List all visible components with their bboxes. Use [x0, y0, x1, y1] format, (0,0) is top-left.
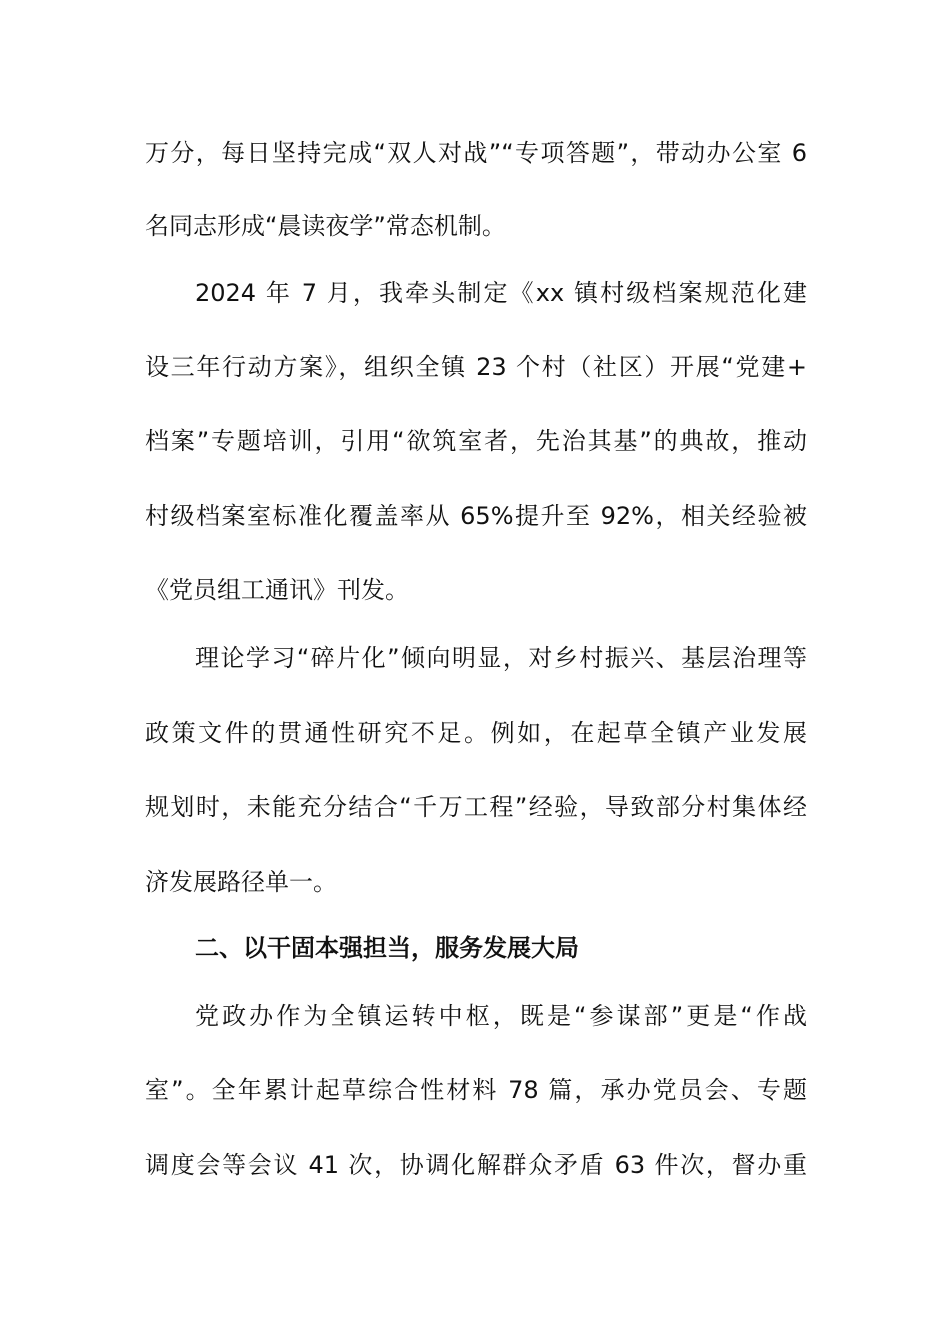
text-line-6: 村级档案室标准化覆盖率从 65%提升至 92%，相关经验被 — [145, 502, 807, 530]
text-line-8: 理论学习“碎片化”倾向明显，对乡村振兴、基层治理等 — [195, 644, 807, 672]
text-line-15: 调度会等会议 41 次，协调化解群众矛盾 63 件次，督办重 — [145, 1151, 807, 1179]
text-line-13: 党政办作为全镇运转中枢，既是“参谋部”更是“作战 — [195, 1002, 807, 1030]
text-line-10: 规划时，未能充分结合“千万工程”经验，导致部分村集体经 — [145, 793, 807, 821]
section-heading: 二、以干固本强担当，服务发展大局 — [195, 934, 579, 962]
text-line-11: 济发展路径单一。 — [145, 868, 337, 896]
text-line-1: 万分，每日坚持完成“双人对战”“专项答题”，带动办公室 6 — [145, 139, 807, 167]
text-line-5: 档案”专题培训，引用“欲筑室者，先治其基”的典故，推动 — [145, 427, 807, 455]
text-line-7: 《党员组工通讯》刊发。 — [145, 576, 409, 604]
text-line-2: 名同志形成“晨读夜学”常态机制。 — [145, 212, 506, 240]
text-line-3: 2024 年 7 月，我牵头制定《xx 镇村级档案规范化建 — [195, 279, 807, 307]
text-line-4: 设三年行动方案》，组织全镇 23 个村（社区）开展“党建+ — [145, 353, 807, 381]
text-line-9: 政策文件的贯通性研究不足。例如，在起草全镇产业发展 — [145, 719, 807, 747]
text-line-14: 室”。全年累计起草综合性材料 78 篇，承办党员会、专题 — [145, 1076, 807, 1104]
